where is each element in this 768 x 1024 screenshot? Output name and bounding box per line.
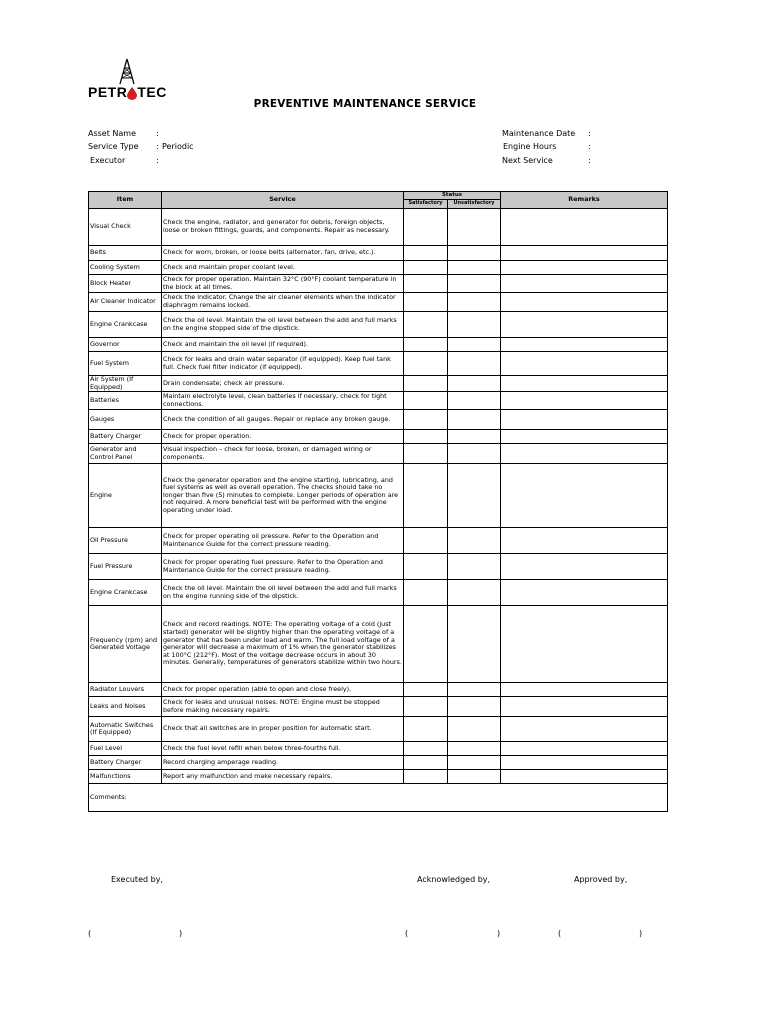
service-cell: Check the fuel level refill when below three-fourths full. xyxy=(162,742,404,756)
table-row xyxy=(89,352,668,376)
remarks-cell[interactable] xyxy=(501,312,668,338)
table-row xyxy=(89,770,668,784)
service-cell: Check for worn, broken, or loose belts (alternator, fan, drive, etc.). xyxy=(162,246,404,261)
remarks-cell[interactable] xyxy=(501,717,668,742)
comments-box[interactable] xyxy=(89,784,668,812)
table-row xyxy=(89,376,668,392)
satisfactory-checkbox-cell[interactable] xyxy=(404,275,448,293)
satisfactory-checkbox-cell[interactable] xyxy=(404,697,448,717)
item-cell: Engine Crankcase xyxy=(89,312,162,338)
maintenance-checklist-table xyxy=(88,191,668,812)
approved-by-open-paren: ( xyxy=(558,929,562,938)
col-header-unsatisfactory: Unsatisfactory xyxy=(448,200,501,209)
item-cell: Leaks and Noises xyxy=(89,697,162,717)
remarks-cell[interactable] xyxy=(501,580,668,606)
satisfactory-checkbox-cell[interactable] xyxy=(404,392,448,410)
satisfactory-checkbox-cell[interactable] xyxy=(404,580,448,606)
maintenance-date-label: Maintenance Date xyxy=(502,129,576,138)
service-cell: Check for proper operating oil pressure. Refer to the Operation and Maintenance Guide for the correct pressure reading. xyxy=(162,528,404,554)
unsatisfactory-checkbox-cell[interactable] xyxy=(448,352,501,376)
unsatisfactory-checkbox-cell[interactable] xyxy=(448,430,501,444)
item-cell: Gauges xyxy=(89,410,162,430)
service-type-label: Service Type xyxy=(88,142,139,151)
satisfactory-checkbox-cell[interactable] xyxy=(404,410,448,430)
table-row xyxy=(89,444,668,464)
remarks-cell[interactable] xyxy=(501,209,668,246)
unsatisfactory-checkbox-cell[interactable] xyxy=(448,464,501,528)
remarks-cell[interactable] xyxy=(501,392,668,410)
item-cell: Air Cleaner Indicator xyxy=(89,293,162,312)
item-cell: Fuel Level xyxy=(89,742,162,756)
item-cell: Air System (If Equipped) xyxy=(89,376,162,392)
unsatisfactory-checkbox-cell[interactable] xyxy=(448,742,501,756)
item-cell: Belts xyxy=(89,246,162,261)
unsatisfactory-checkbox-cell[interactable] xyxy=(448,580,501,606)
remarks-cell[interactable] xyxy=(501,352,668,376)
service-cell: Check for proper operation. xyxy=(162,430,404,444)
service-cell: Check the condition of all gauges. Repair or replace any broken gauge. xyxy=(162,410,404,430)
satisfactory-checkbox-cell[interactable] xyxy=(404,606,448,683)
engine-hours-colon: : xyxy=(588,142,591,151)
unsatisfactory-checkbox-cell[interactable] xyxy=(448,717,501,742)
asset-name-colon: : xyxy=(156,129,159,138)
service-cell: Record charging amperage reading. xyxy=(162,756,404,770)
satisfactory-checkbox-cell[interactable] xyxy=(404,444,448,464)
table-row xyxy=(89,209,668,246)
unsatisfactory-checkbox-cell[interactable] xyxy=(448,275,501,293)
table-row xyxy=(89,293,668,312)
comments-label: Comments: xyxy=(90,792,127,801)
col-header-item: Item xyxy=(89,192,162,209)
table-row xyxy=(89,580,668,606)
service-cell: Check for proper operating fuel pressure. Refer to the Operation and Maintenance Guide for the correct pressure reading. xyxy=(162,554,404,580)
service-cell: Check the generator operation and the engine starting, lubricating, and fuel systems as well as overall operation. The checks should take no longer than five (5) minutes to complete. Longer periods of operation are not required. A more beneficial test will be performed with the engine operating under load. xyxy=(162,464,404,528)
executed-by-label: Executed by, xyxy=(111,875,163,884)
item-cell: Governor xyxy=(89,338,162,352)
unsatisfactory-checkbox-cell[interactable] xyxy=(448,293,501,312)
remarks-cell[interactable] xyxy=(501,275,668,293)
unsatisfactory-checkbox-cell[interactable] xyxy=(448,756,501,770)
table-row xyxy=(89,430,668,444)
remarks-cell[interactable] xyxy=(501,293,668,312)
item-cell: Block Heater xyxy=(89,275,162,293)
satisfactory-checkbox-cell[interactable] xyxy=(404,770,448,784)
col-header-satisfactory: Satisfactory xyxy=(404,200,448,209)
unsatisfactory-checkbox-cell[interactable] xyxy=(448,770,501,784)
table-row xyxy=(89,717,668,742)
item-cell: Frequency (rpm) and Generated Voltage xyxy=(89,606,162,683)
service-cell: Check for proper operation. Maintain 32°C (90°F) coolant temperature in the block at all times. xyxy=(162,275,404,293)
table-row xyxy=(89,554,668,580)
acknowledged-by-open-paren: ( xyxy=(405,929,409,938)
table-row xyxy=(89,464,668,528)
table-row xyxy=(89,697,668,717)
unsatisfactory-checkbox-cell[interactable] xyxy=(448,444,501,464)
satisfactory-checkbox-cell[interactable] xyxy=(404,293,448,312)
remarks-cell[interactable] xyxy=(501,697,668,717)
col-header-status: Status xyxy=(404,192,501,200)
oil-derrick-icon xyxy=(116,58,138,86)
remarks-cell[interactable] xyxy=(501,464,668,528)
service-cell: Maintain electrolyte level, clean batteries if necessary, check for tight connections. xyxy=(162,392,404,410)
satisfactory-checkbox-cell[interactable] xyxy=(404,338,448,352)
unsatisfactory-checkbox-cell[interactable] xyxy=(448,246,501,261)
executor-label: Executor xyxy=(90,156,126,165)
satisfactory-checkbox-cell[interactable] xyxy=(404,464,448,528)
table-row xyxy=(89,338,668,352)
service-type-value: Periodic xyxy=(162,142,194,151)
remarks-cell[interactable] xyxy=(501,742,668,756)
item-cell: Engine Crankcase xyxy=(89,580,162,606)
unsatisfactory-checkbox-cell[interactable] xyxy=(448,410,501,430)
service-cell: Check for leaks and drain water separator (if equipped). Keep fuel tank full. Check fuel filter indicator (if equipped). xyxy=(162,352,404,376)
asset-name-label: Asset Name xyxy=(88,129,137,138)
item-cell: Engine xyxy=(89,464,162,528)
table-row xyxy=(89,742,668,756)
satisfactory-checkbox-cell[interactable] xyxy=(404,376,448,392)
service-cell: Check and maintain the oil level (if required). xyxy=(162,338,404,352)
item-cell: Generator and Control Panel xyxy=(89,444,162,464)
unsatisfactory-checkbox-cell[interactable] xyxy=(448,338,501,352)
unsatisfactory-checkbox-cell[interactable] xyxy=(448,697,501,717)
item-cell: Batteries xyxy=(89,392,162,410)
table-row xyxy=(89,246,668,261)
executed-by-open-paren: ( xyxy=(88,929,92,938)
remarks-cell[interactable] xyxy=(501,770,668,784)
service-cell: Check for proper operation (able to open and close freely). xyxy=(162,683,404,697)
remarks-cell[interactable] xyxy=(501,756,668,770)
service-cell: Check the oil level. Maintain the oil level between the add and full marks on the engine running side of the dipstick. xyxy=(162,580,404,606)
item-cell: Automatic Switches (If Equipped) xyxy=(89,717,162,742)
satisfactory-checkbox-cell[interactable] xyxy=(404,528,448,554)
approved-by-label: Approved by, xyxy=(574,875,628,884)
satisfactory-checkbox-cell[interactable] xyxy=(404,683,448,697)
unsatisfactory-checkbox-cell[interactable] xyxy=(448,261,501,275)
logo-text: PETR TEC xyxy=(88,84,167,100)
service-cell: Check that all switches are in proper position for automatic start. xyxy=(162,717,404,742)
acknowledged-by-close-paren: ) xyxy=(497,929,501,938)
unsatisfactory-checkbox-cell[interactable] xyxy=(448,683,501,697)
item-cell: Fuel Pressure xyxy=(89,554,162,580)
satisfactory-checkbox-cell[interactable] xyxy=(404,246,448,261)
unsatisfactory-checkbox-cell[interactable] xyxy=(448,209,501,246)
remarks-cell[interactable] xyxy=(501,246,668,261)
item-cell: Battery Charger xyxy=(89,430,162,444)
unsatisfactory-checkbox-cell[interactable] xyxy=(448,376,501,392)
satisfactory-checkbox-cell[interactable] xyxy=(404,352,448,376)
remarks-cell[interactable] xyxy=(501,261,668,275)
satisfactory-checkbox-cell[interactable] xyxy=(404,209,448,246)
item-cell: Fuel System xyxy=(89,352,162,376)
satisfactory-checkbox-cell[interactable] xyxy=(404,312,448,338)
service-cell: Check the oil level. Maintain the oil level between the add and full marks on the engine stopped side of the dipstick. xyxy=(162,312,404,338)
service-cell: Check the indicator. Change the air cleaner elements when the indicator diaphragm remains locked. xyxy=(162,293,404,312)
remarks-cell[interactable] xyxy=(501,430,668,444)
acknowledged-by-label: Acknowledged by, xyxy=(417,875,491,884)
unsatisfactory-checkbox-cell[interactable] xyxy=(448,606,501,683)
service-cell: Visual inspection – check for loose, broken, or damaged wiring or components. xyxy=(162,444,404,464)
remarks-cell[interactable] xyxy=(501,606,668,683)
item-cell: Radiator Louvers xyxy=(89,683,162,697)
service-cell: Check and maintain proper coolant level. xyxy=(162,261,404,275)
item-cell: Battery Charger xyxy=(89,756,162,770)
service-cell: Check the engine, radiator, and generator for debris, foreign objects, loose or broken fittings, guards, and components. Repair as necessary. xyxy=(162,209,404,246)
company-logo xyxy=(88,58,168,102)
engine-hours-label: Engine Hours xyxy=(503,142,557,151)
unsatisfactory-checkbox-cell[interactable] xyxy=(448,528,501,554)
table-row xyxy=(89,606,668,683)
remarks-cell[interactable] xyxy=(501,410,668,430)
remarks-cell[interactable] xyxy=(501,338,668,352)
service-cell: Report any malfunction and make necessary repairs. xyxy=(162,770,404,784)
remarks-cell[interactable] xyxy=(501,528,668,554)
unsatisfactory-checkbox-cell[interactable] xyxy=(448,392,501,410)
table-row xyxy=(89,756,668,770)
table-row xyxy=(89,683,668,697)
table-row xyxy=(89,528,668,554)
unsatisfactory-checkbox-cell[interactable] xyxy=(448,312,501,338)
satisfactory-checkbox-cell[interactable] xyxy=(404,430,448,444)
next-service-label: Next Service xyxy=(502,156,553,165)
satisfactory-checkbox-cell[interactable] xyxy=(404,756,448,770)
remarks-cell[interactable] xyxy=(501,376,668,392)
item-cell: Visual Check xyxy=(89,209,162,246)
remarks-cell[interactable] xyxy=(501,554,668,580)
table-row xyxy=(89,275,668,293)
item-cell: Oil Pressure xyxy=(89,528,162,554)
table-row xyxy=(89,312,668,338)
satisfactory-checkbox-cell[interactable] xyxy=(404,554,448,580)
satisfactory-checkbox-cell[interactable] xyxy=(404,261,448,275)
executor-colon: : xyxy=(156,156,159,165)
executed-by-close-paren: ) xyxy=(179,929,183,938)
service-cell: Check and record readings. NOTE: The operating voltage of a cold (just started) generator will be slightly higher than the operating voltage of a generator that has been under load and warm. The full load voltage of a generator will decrease a maximum of 1% when the generator stabilizes at 100°C (212°F). Most of the voltage decrease occurs in about 30 minutes. Generally, temperatures of generators stabilize within two hours. xyxy=(162,606,404,683)
col-header-remarks: Remarks xyxy=(501,192,668,209)
service-cell: Drain condensate; check air pressure. xyxy=(162,376,404,392)
service-type-colon: : xyxy=(156,142,159,151)
satisfactory-checkbox-cell[interactable] xyxy=(404,717,448,742)
table-row xyxy=(89,392,668,410)
remarks-cell[interactable] xyxy=(501,683,668,697)
page-title: PREVENTIVE MAINTENANCE SERVICE xyxy=(253,98,477,110)
table-row xyxy=(89,410,668,430)
col-header-service: Service xyxy=(162,192,404,209)
item-cell: Malfunctions xyxy=(89,770,162,784)
item-cell: Cooling System xyxy=(89,261,162,275)
table-row xyxy=(89,261,668,275)
satisfactory-checkbox-cell[interactable] xyxy=(404,742,448,756)
next-service-colon: : xyxy=(588,156,591,165)
maintenance-date-colon: : xyxy=(588,129,591,138)
approved-by-close-paren: ) xyxy=(639,929,643,938)
remarks-cell[interactable] xyxy=(501,444,668,464)
service-cell: Check for leaks and unusual noises. NOTE: Engine must be stopped before making necessary repairs. xyxy=(162,697,404,717)
unsatisfactory-checkbox-cell[interactable] xyxy=(448,554,501,580)
